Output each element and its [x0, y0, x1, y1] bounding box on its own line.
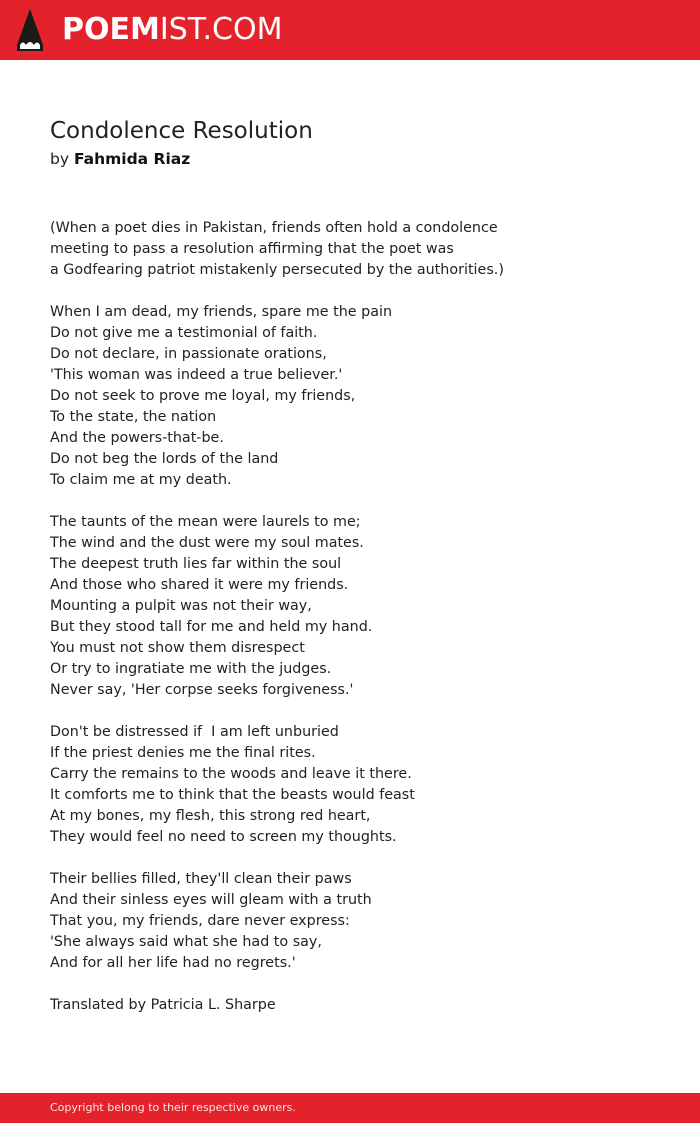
- poem-stanza: [50, 512, 670, 701]
- site-logo[interactable]: [62, 12, 282, 48]
- byline: [50, 148, 670, 170]
- site-footer: [0, 1093, 700, 1123]
- poem-line: The deepest truth lies far within the soul: [50, 556, 342, 572]
- poem-line: Carry the remains to the woods and leave it there.: [50, 766, 412, 782]
- poem-line: The wind and the dust were my soul mates.: [50, 535, 364, 551]
- poem-line: 'This woman was indeed a true believer.': [50, 367, 343, 383]
- site-header: [0, 0, 700, 60]
- poem-line: It comforts me to think that the beasts would feast: [50, 787, 415, 803]
- poem-stanza: [50, 722, 670, 848]
- poem-line: The taunts of the mean were laurels to me;: [50, 514, 361, 530]
- poem-line: To the state, the nation: [50, 409, 217, 425]
- poem-line: Their bellies filled, they'll clean their paws: [50, 871, 352, 887]
- poem-line: To claim me at my death.: [50, 472, 232, 488]
- poem-line: Do not give me a testimonial of faith.: [50, 325, 318, 341]
- poem-line: You must not show them disrespect: [50, 640, 305, 656]
- author-name: Fahmida Riaz: [73, 150, 191, 168]
- poem-line: And their sinless eyes will gleam with a truth: [50, 892, 372, 908]
- poem-line: That you, my friends, dare never express:: [50, 913, 350, 929]
- poem-title: Condolence Resolution: [50, 118, 313, 144]
- poem-line: But they stood tall for me and held my hand.: [50, 619, 373, 635]
- poem-line: 'She always said what she had to say,: [50, 934, 322, 950]
- poem-line: And for all her life had no regrets.': [50, 955, 296, 971]
- poem-line: Do not beg the lords of the land: [50, 451, 279, 467]
- pencil-tip-icon[interactable]: [17, 9, 43, 51]
- poem-stanza: [50, 995, 670, 1016]
- poem-content: [50, 114, 670, 1037]
- poem-body: [50, 218, 670, 1016]
- by-label: by: [50, 150, 70, 168]
- poem-line: (When a poet dies in Pakistan, friends often hold a condolence: [50, 220, 498, 236]
- logo-text-bold: POEM: [62, 12, 160, 47]
- poem-line: If the priest denies me the final rites.: [50, 745, 316, 761]
- logo-text-light: IST.COM: [159, 12, 283, 47]
- poem-line: At my bones, my flesh, this strong red heart,: [50, 808, 371, 824]
- poem-line: a Godfearing patriot mistakenly persecuted by the authorities.): [50, 262, 504, 278]
- copyright-text: Copyright belong to their respective owners.: [50, 1101, 296, 1114]
- poem-stanza: [50, 302, 670, 491]
- poem-line: When I am dead, my friends, spare me the pain: [50, 304, 393, 320]
- poem-line: And the powers-that-be.: [50, 430, 224, 446]
- poem-line: And those who shared it were my friends.: [50, 577, 349, 593]
- poem-stanza: [50, 218, 670, 281]
- poem-line: Translated by Patricia L. Sharpe: [50, 997, 276, 1013]
- poem-line: Or try to ingratiate me with the judges.: [50, 661, 332, 677]
- poem-line: Do not seek to prove me loyal, my friends,: [50, 388, 356, 404]
- poem-line: meeting to pass a resolution affirming that the poet was: [50, 241, 454, 257]
- poem-line: Mounting a pulpit was not their way,: [50, 598, 312, 614]
- poem-line: Don't be distressed if I am left unburied: [50, 724, 339, 740]
- poem-line: Do not declare, in passionate orations,: [50, 346, 327, 362]
- poem-line: They would feel no need to screen my thoughts.: [50, 829, 397, 845]
- poem-stanza: [50, 869, 670, 974]
- poem-line: Never say, 'Her corpse seeks forgiveness.': [50, 682, 354, 698]
